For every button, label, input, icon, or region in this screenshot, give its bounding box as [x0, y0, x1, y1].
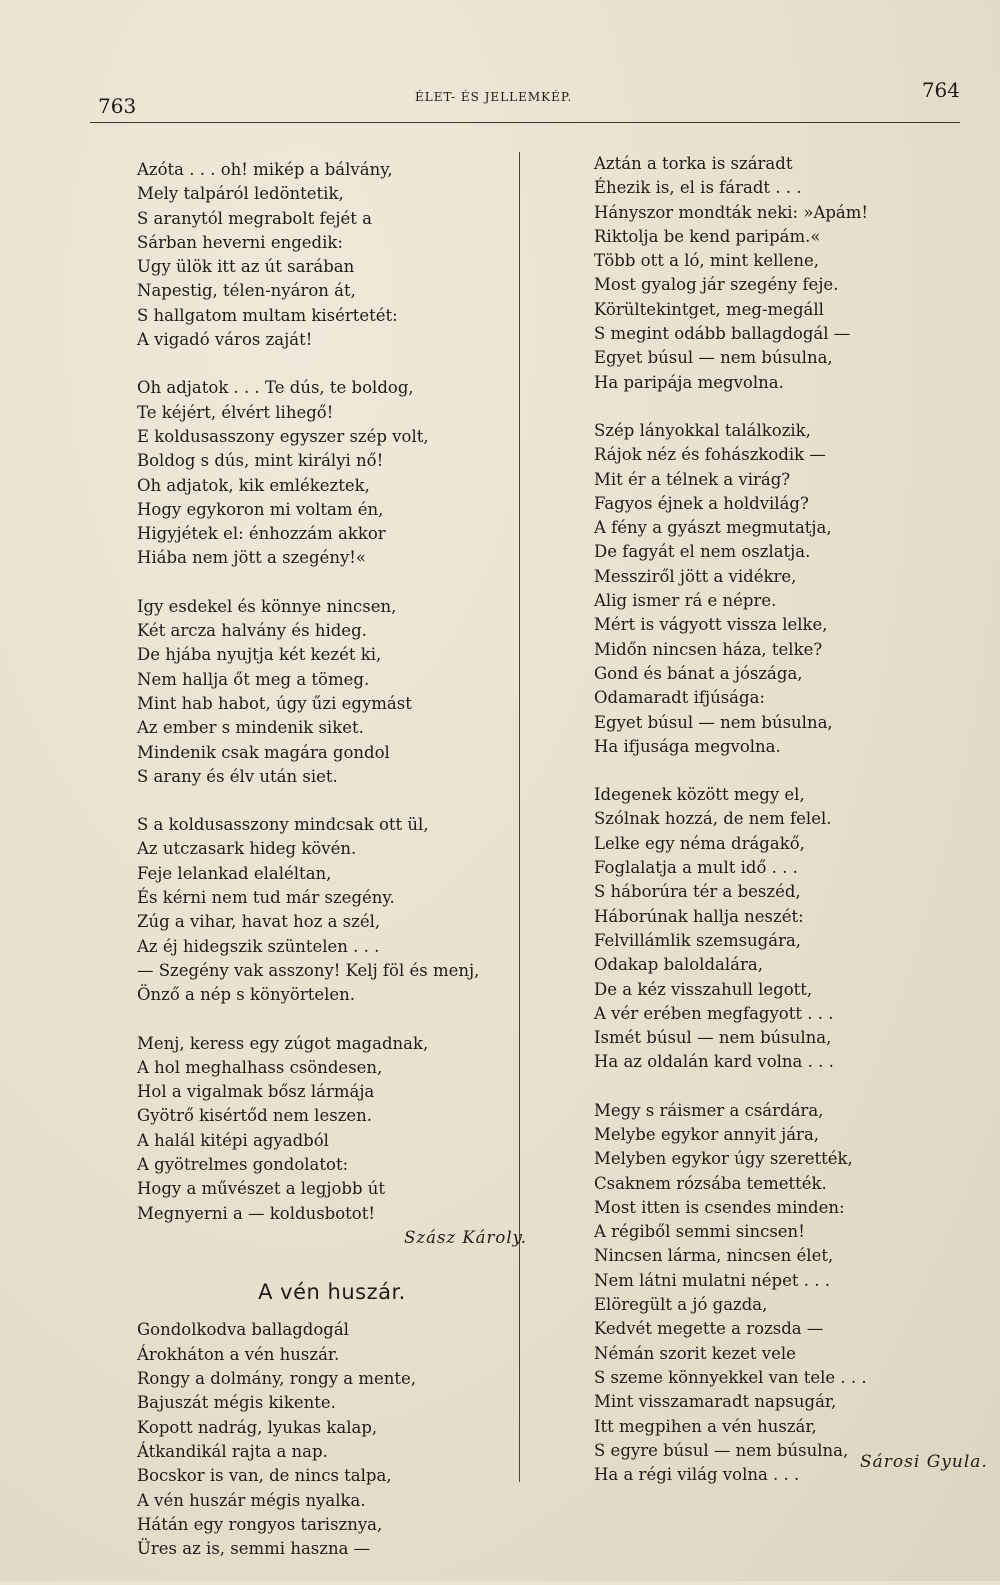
- verse-line: Alig ismer rá e népre.: [594, 591, 777, 611]
- verse-line: Szép lányokkal találkozik,: [594, 420, 811, 440]
- verse-line: Riktolja be kend paripám.«: [594, 226, 821, 246]
- verse-line: Nem hallja őt meg a tömeg.: [137, 669, 370, 689]
- stanza: [137, 813, 527, 1007]
- verse-line: Önző a nép s könyörtelen.: [137, 985, 356, 1005]
- verse-line: Fagyos éjnek a holdvilág?: [594, 493, 809, 513]
- stanza: [594, 419, 954, 759]
- verse-line: Gondolkodva ballagdogál: [137, 1320, 349, 1340]
- verse-line: Kopott nadrág, lyukas kalap,: [137, 1417, 378, 1437]
- verse-line: Azóta . . . oh! mikép a bálvány,: [137, 160, 393, 179]
- verse-line: Az utczasark hideg kövén.: [137, 839, 357, 859]
- poem-title: A vén huszár.: [258, 1280, 406, 1305]
- verse-line: Hogy egykoron mi voltam én,: [137, 499, 384, 519]
- verse-line: Napestig, télen-nyáron át,: [137, 281, 356, 301]
- verse-line: Higyjétek el: énhozzám akkor: [137, 524, 386, 544]
- verse-line: Most itten is csendes minden:: [594, 1197, 845, 1217]
- verse-line: — Szegény vak asszony! Kelj föl és menj,: [137, 960, 480, 980]
- verse-line: Egyet búsul — nem búsulna,: [594, 348, 833, 368]
- verse-line: Lelke egy néma drágakő,: [594, 833, 805, 853]
- verse-line: Gond és bánat a jószága,: [594, 663, 803, 683]
- verse-line: Bajuszát mégis kikente.: [137, 1393, 336, 1413]
- verse-line: A régiből semmi sincsen!: [594, 1222, 805, 1242]
- stanza: [137, 158, 527, 352]
- verse-line: Megy s ráismer a csárdára,: [594, 1100, 824, 1120]
- verse-line: Itt megpihen a vén huszár,: [594, 1416, 817, 1436]
- verse-line: Megnyerni a — koldusbotot!: [137, 1203, 375, 1223]
- verse-line: Melybe egykor annyit jára,: [594, 1124, 820, 1144]
- verse-line: Csaknem rózsába temették.: [594, 1173, 827, 1193]
- verse-line: A vér erében megfagyott . . .: [594, 1003, 834, 1023]
- page-number-left: 763: [98, 94, 137, 118]
- verse-line: Mért is vágyott vissza lelke,: [594, 615, 828, 635]
- verse-line: Oh adjatok . . . Te dús, te boldog,: [137, 378, 414, 398]
- verse-line: A hol meghalhass csöndesen,: [137, 1057, 383, 1077]
- verse-line: E koldusasszony egyszer szép volt,: [137, 426, 429, 446]
- verse-line: Aztán a torka is száradt: [594, 154, 793, 173]
- verse-line: De fagyát el nem oszlatja.: [594, 542, 811, 562]
- stanza: [137, 376, 527, 570]
- verse-line: Üres az is, semmi haszna —: [137, 1539, 371, 1559]
- verse-line: Te kéjért, élvért lihegő!: [137, 402, 334, 422]
- header-rule: [90, 122, 960, 123]
- verse-line: De a kéz visszahull legott,: [594, 979, 813, 999]
- stanza: [594, 152, 954, 395]
- verse-line: Mint visszamaradt napsugár,: [594, 1392, 837, 1412]
- verse-line: Bocskor is van, de nincs talpa,: [137, 1466, 392, 1486]
- verse-line: S egyre búsul — nem búsulna,: [594, 1440, 849, 1460]
- verse-line: Mely talpáról ledöntetik,: [137, 184, 344, 204]
- verse-line: Gyötrő kisértőd nem leszen.: [137, 1106, 373, 1126]
- verse-line: S arany és élv után siet.: [137, 766, 338, 786]
- verse-line: Felvillámlik szemsugára,: [594, 930, 802, 950]
- author-signature: Sárosi Gyula.: [860, 1452, 988, 1472]
- verse-line: Több ott a ló, mint kellene,: [594, 251, 820, 271]
- verse-line: S megint odább ballagdogál —: [594, 324, 851, 344]
- verse-line: Mindenik csak magára gondol: [137, 742, 390, 762]
- verse-line: Háborúnak hallja neszét:: [594, 906, 804, 926]
- verse-line: Hányszor mondták neki: »Apám!: [594, 202, 869, 222]
- verse-line: Elöregült a jó gazda,: [594, 1295, 768, 1315]
- stanza: [137, 1318, 527, 1561]
- stanza: [137, 1032, 527, 1226]
- verse-line: De hjába nyujtja két kezét ki,: [137, 645, 382, 665]
- verse-line: Átkandikál rajta a nap.: [137, 1441, 328, 1461]
- verse-line: Odakap baloldalára,: [594, 955, 763, 975]
- stanza: [594, 1099, 954, 1488]
- verse-line: Rájok néz és fohászkodik —: [594, 445, 826, 465]
- verse-line: Boldog s dús, mint királyi nő!: [137, 451, 384, 471]
- verse-line: Zúg a vihar, havat hoz a szél,: [137, 912, 381, 932]
- verse-line: Hogy a művészet a legjobb út: [137, 1179, 386, 1199]
- verse-line: Mint hab habot, úgy űzi egymást: [137, 693, 412, 713]
- verse-line: Az éj hidegszik szüntelen . . .: [137, 936, 380, 956]
- running-title: ÉLET- ÉS JELLEMKÉP.: [415, 90, 573, 104]
- verse-line: S hallgatom multam kisértetét:: [137, 305, 398, 325]
- page-number-right: 764: [921, 78, 960, 102]
- verse-line: Hátán egy rongyos tarisznya,: [137, 1514, 383, 1534]
- verse-line: És kérni nem tud már szegény.: [137, 888, 395, 908]
- verse-line: Ismét búsul — nem búsulna,: [594, 1028, 832, 1048]
- author-signature: Szász Károly.: [404, 1227, 527, 1247]
- verse-line: Melyben egykor úgy szerették,: [594, 1149, 853, 1169]
- verse-line: A halál kitépi agyadból: [137, 1130, 329, 1150]
- verse-line: Ha az oldalán kard volna . . .: [594, 1052, 834, 1072]
- verse-line: Nem látni mulatni népet . . .: [594, 1270, 830, 1290]
- verse-line: Éhezik is, el is fáradt . . .: [594, 178, 802, 198]
- verse-line: Szólnak hozzá, de nem felel.: [594, 809, 832, 829]
- right-column: [594, 152, 954, 1511]
- verse-line: S a koldusasszony mindcsak ott ül,: [137, 815, 429, 835]
- verse-line: Ha paripája megvolna.: [594, 372, 784, 392]
- verse-line: Oh adjatok, kik emlékeztek,: [137, 475, 370, 495]
- stanza: [137, 595, 527, 789]
- verse-line: Messziről jött a vidékre,: [594, 566, 797, 586]
- verse-line: A vén huszár mégis nyalka.: [137, 1490, 366, 1510]
- verse-line: Rongy a dolmány, rongy a mente,: [137, 1369, 417, 1389]
- verse-line: Sárban heverni engedik:: [137, 232, 343, 252]
- verse-line: Hiába nem jött a szegény!«: [137, 548, 366, 568]
- verse-line: Midőn nincsen háza, telke?: [594, 639, 823, 659]
- verse-line: Árokháton a vén huszár.: [137, 1344, 340, 1364]
- verse-line: Menj, keress egy zúgot magadnak,: [137, 1033, 429, 1053]
- verse-line: A vigadó város zaját!: [137, 330, 313, 350]
- verse-line: A gyötrelmes gondolatot:: [137, 1154, 349, 1174]
- stanza: [594, 783, 954, 1075]
- verse-line: A fény a gyászt megmutatja,: [594, 518, 832, 538]
- verse-line: S háborúra tér a beszéd,: [594, 882, 801, 902]
- verse-line: Körültekintget, meg-megáll: [594, 299, 824, 319]
- verse-line: S szeme könnyekkel van tele . . .: [594, 1367, 867, 1387]
- verse-line: Feje lelankad elaléltan,: [137, 863, 332, 883]
- verse-line: Két arcza halvány és hideg.: [137, 621, 367, 641]
- verse-line: Idegenek között megy el,: [594, 785, 805, 805]
- verse-line: Kedvét megette a rozsda —: [594, 1319, 824, 1339]
- verse-line: Egyet búsul — nem búsulna,: [594, 712, 833, 732]
- left-column: [137, 158, 527, 1585]
- verse-line: Nincsen lárma, nincsen élet,: [594, 1246, 834, 1266]
- verse-line: Odamaradt ifjúsága:: [594, 688, 765, 708]
- page-header: [90, 72, 960, 122]
- verse-line: Foglalatja a mult idő . . .: [594, 858, 798, 878]
- verse-line: Az ember s mindenik siket.: [137, 718, 364, 738]
- verse-line: S aranytól megrabolt fejét a: [137, 208, 372, 228]
- verse-line: Mit ér a télnek a virág?: [594, 469, 791, 489]
- verse-line: Igy esdekel és könnye nincsen,: [137, 596, 397, 616]
- verse-line: Némán szorit kezet vele: [594, 1343, 796, 1363]
- verse-line: Most gyalog jár szegény feje.: [594, 275, 839, 295]
- verse-line: Ugy ülök itt az út sarában: [137, 257, 355, 277]
- verse-line: Ha ifjusága megvolna.: [594, 736, 781, 756]
- verse-line: Ha a régi világ volna . . .: [594, 1465, 800, 1485]
- verse-line: Hol a vigalmak bősz lármája: [137, 1082, 375, 1102]
